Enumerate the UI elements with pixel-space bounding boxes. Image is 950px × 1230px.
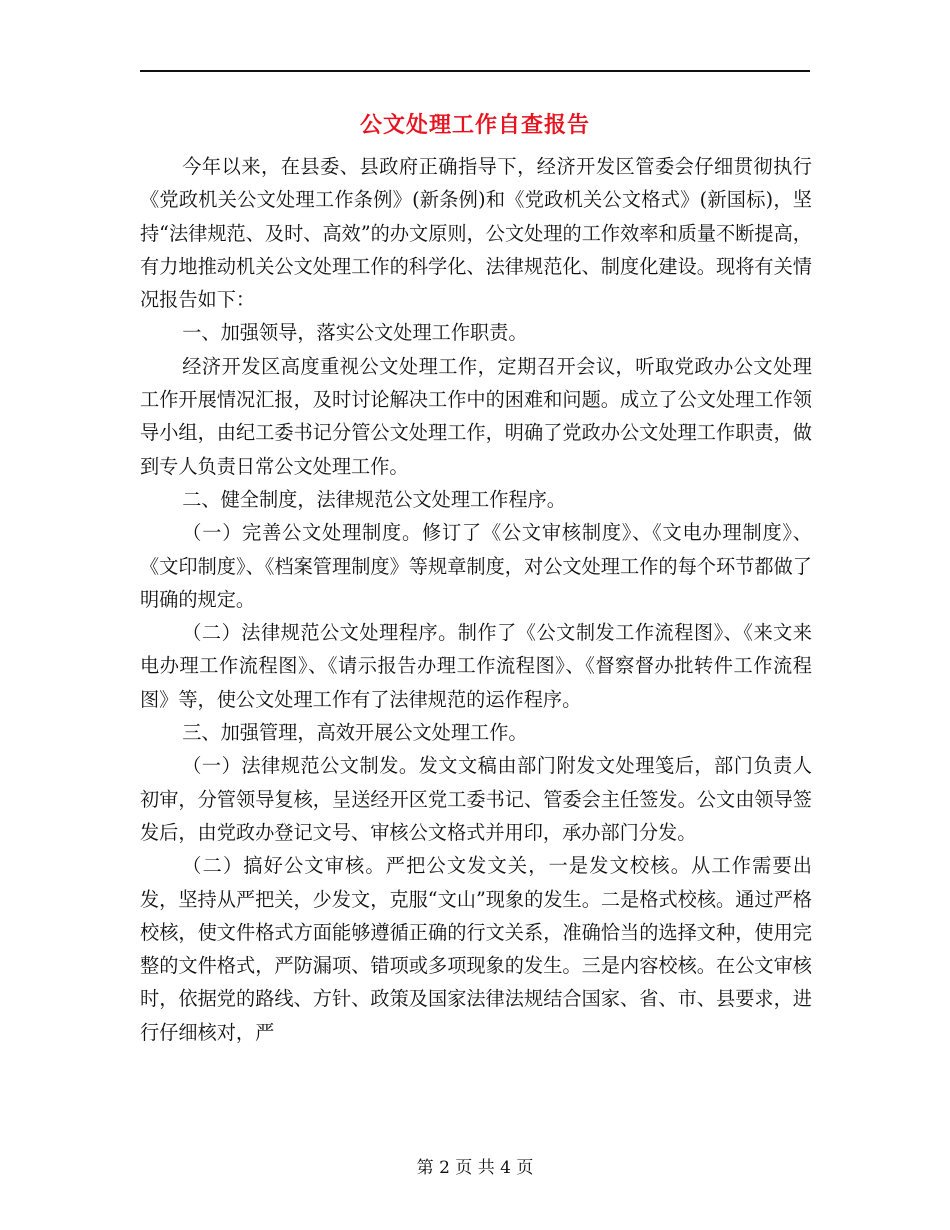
section-heading-2: 二、健全制度，法律规范公文处理工作程序。	[182, 487, 566, 511]
page-number-footer: 第 2 页 共 4 页	[416, 1158, 534, 1178]
section-heading-1: 一、加强领导，落实公文处理工作职责。	[182, 321, 528, 345]
header-rule	[140, 70, 810, 72]
paragraph-issuance: （一）法律规范公文制发。发文文稿由部门附发文处理笺后，部门负责人初审，分管领导复核，呈送经开区党工委书记、管委会主任签发。公文由领导签发后，由党政办登记文号、审核公文格式并用印，承办部门分发。	[140, 754, 812, 844]
document-body	[140, 150, 812, 1049]
paragraph-intro: 今年以来，在县委、县政府正确指导下，经济开发区管委会仔细贯彻执行《党政机关公文处理工作条例》(新条例)和《党政机关公文格式》(新国标)，坚持“法律规范、及时、高效”的办文原则，公文处理的工作效率和质量不断提高，有力地推动机关公文处理工作的科学化、法律规范化、制度化建设。现将有关情况报告如下：	[140, 155, 812, 312]
paragraph-leadership: 经济开发区高度重视公文处理工作，定期召开会议，听取党政办公文处理工作开展情况汇报，及时讨论解决工作中的困难和问题。成立了公文处理工作领导小组，由纪工委书记分管公文处理工作，明确了党政办公文处理工作职责，做到专人负责日常公文处理工作。	[140, 354, 812, 478]
paragraph-procedure: （二）法律规范公文处理程序。制作了《公文制发工作流程图》、《来文来电办理工作流程图》、《请示报告办理工作流程图》、《督察督办批转件工作流程图》等，使公文处理工作有了法律规范的运作程序。	[140, 621, 812, 711]
document-title: 公文处理工作自查报告	[359, 112, 590, 138]
paragraph-review: （二）搞好公文审核。严把公文发文关，一是发文校核。从工作需要出发，坚持从严把关，少发文，克服“文山”现象的发生。二是格式校核。通过严格校核，使文件格式方面能够遵循正确的行文关系，准确恰当的选择文种，使用完整的文件格式，严防漏项、错项或多项现象的发生。三是内容校核。在公文审核时，依据党的路线、方针、政策及国家法律法规结合国家、省、市、县要求，进行仔细核对，严	[140, 854, 812, 1044]
paragraph-system: （一）完善公文处理制度。修订了《公文审核制度》、《文电办理制度》、《文印制度》、《档案管理制度》等规章制度，对公文处理工作的每个环节都做了明确的规定。	[140, 521, 812, 611]
section-heading-3: 三、加强管理，高效开展公文处理工作。	[182, 721, 528, 745]
